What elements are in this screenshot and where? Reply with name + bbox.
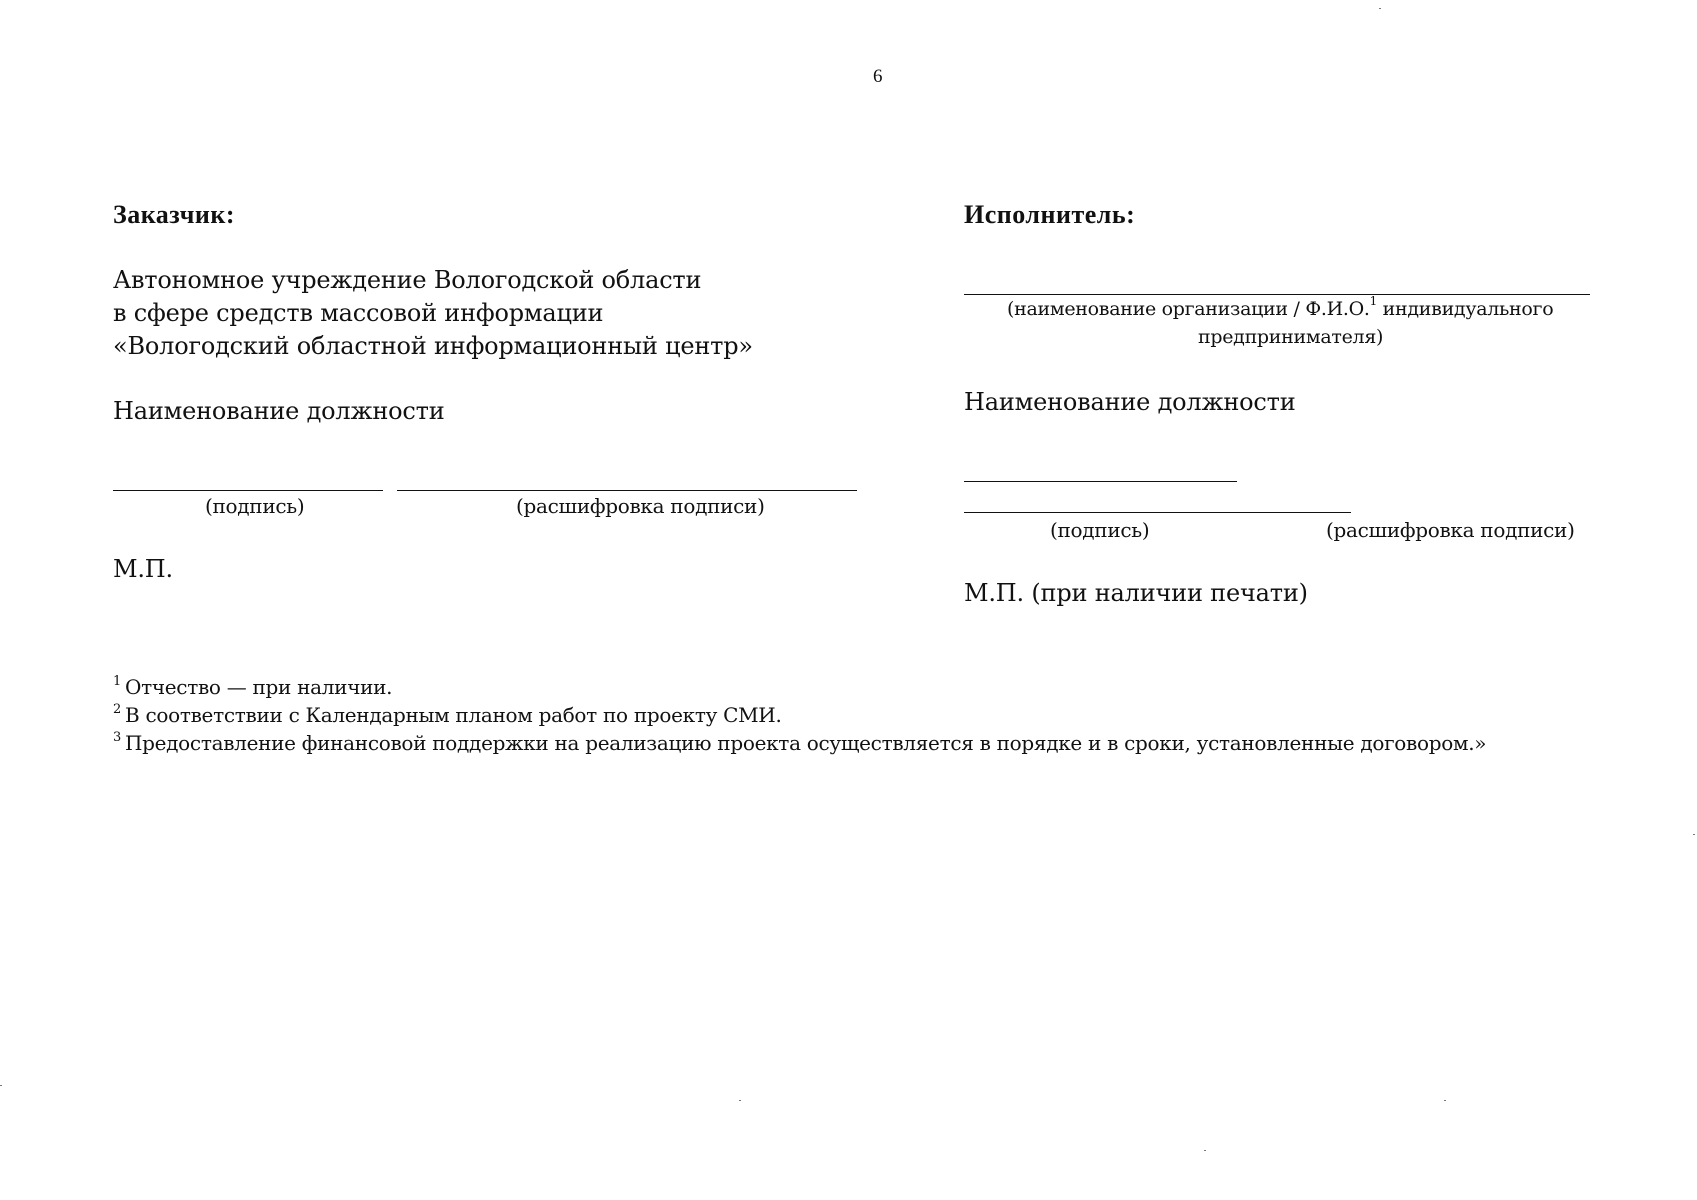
footnotes (113, 673, 1633, 757)
scan-speck (1379, 8, 1381, 9)
scan-speck (1444, 1100, 1446, 1101)
customer-org-line-3: «Вологодский областной информационный центр» (113, 332, 753, 360)
customer-org-line-1: Автономное учреждение Вологодской области (113, 266, 702, 294)
scan-speck (739, 1100, 741, 1101)
contractor-signature-line[interactable] (964, 481, 1237, 482)
footnote-1 (113, 673, 1633, 701)
customer-stamp-label: М.П. (113, 555, 173, 583)
footnote-mark: 1 (113, 674, 121, 689)
scan-speck (0, 1085, 2, 1086)
footnote-text: Отчество — при наличии. (124, 675, 393, 699)
scan-speck (1693, 834, 1695, 835)
footnote-mark: 3 (113, 730, 121, 745)
footnote-mark: 2 (113, 702, 121, 717)
customer-signature-caption: (подпись) (205, 494, 305, 518)
footnote-3 (113, 729, 1633, 757)
customer-decryption-caption: (расшифровка подписи) (516, 494, 765, 518)
customer-signature-line[interactable] (113, 490, 383, 491)
contractor-decryption-line[interactable] (964, 512, 1351, 513)
contractor-name-caption-line2: предпринимателя) (1198, 326, 1384, 348)
contractor-name-line[interactable] (964, 294, 1590, 295)
contractor-stamp-label: М.П. (при наличии печати) (964, 579, 1308, 607)
contractor-name-caption-part1: (наименование организации / Ф.И.О. (1007, 298, 1370, 320)
contractor-name-caption-sup: 1 (1369, 294, 1377, 308)
contractor-name-caption (1007, 294, 1554, 320)
footnote-text: Предоставление финансовой поддержки на реализацию проекта осуществляется в порядке и в сроки, установленные договором.» (124, 731, 1487, 755)
footnote-text: В соответствии с Календарным планом работ по проекту СМИ. (124, 703, 782, 727)
contractor-heading: Исполнитель: (964, 200, 1136, 229)
page-number: 6 (873, 66, 883, 87)
customer-heading: Заказчик: (113, 200, 236, 229)
customer-decryption-line[interactable] (397, 490, 857, 491)
contractor-decryption-caption: (расшифровка подписи) (1326, 518, 1575, 542)
contractor-position-label: Наименование должности (964, 388, 1296, 416)
contractor-signature-caption: (подпись) (1050, 518, 1150, 542)
contractor-name-caption-part2: индивидуального (1376, 298, 1554, 320)
customer-position-label: Наименование должности (113, 397, 445, 425)
footnote-2 (113, 701, 1633, 729)
scan-speck (1204, 1150, 1206, 1151)
customer-org-line-2: в сфере средств массовой информации (113, 299, 604, 327)
